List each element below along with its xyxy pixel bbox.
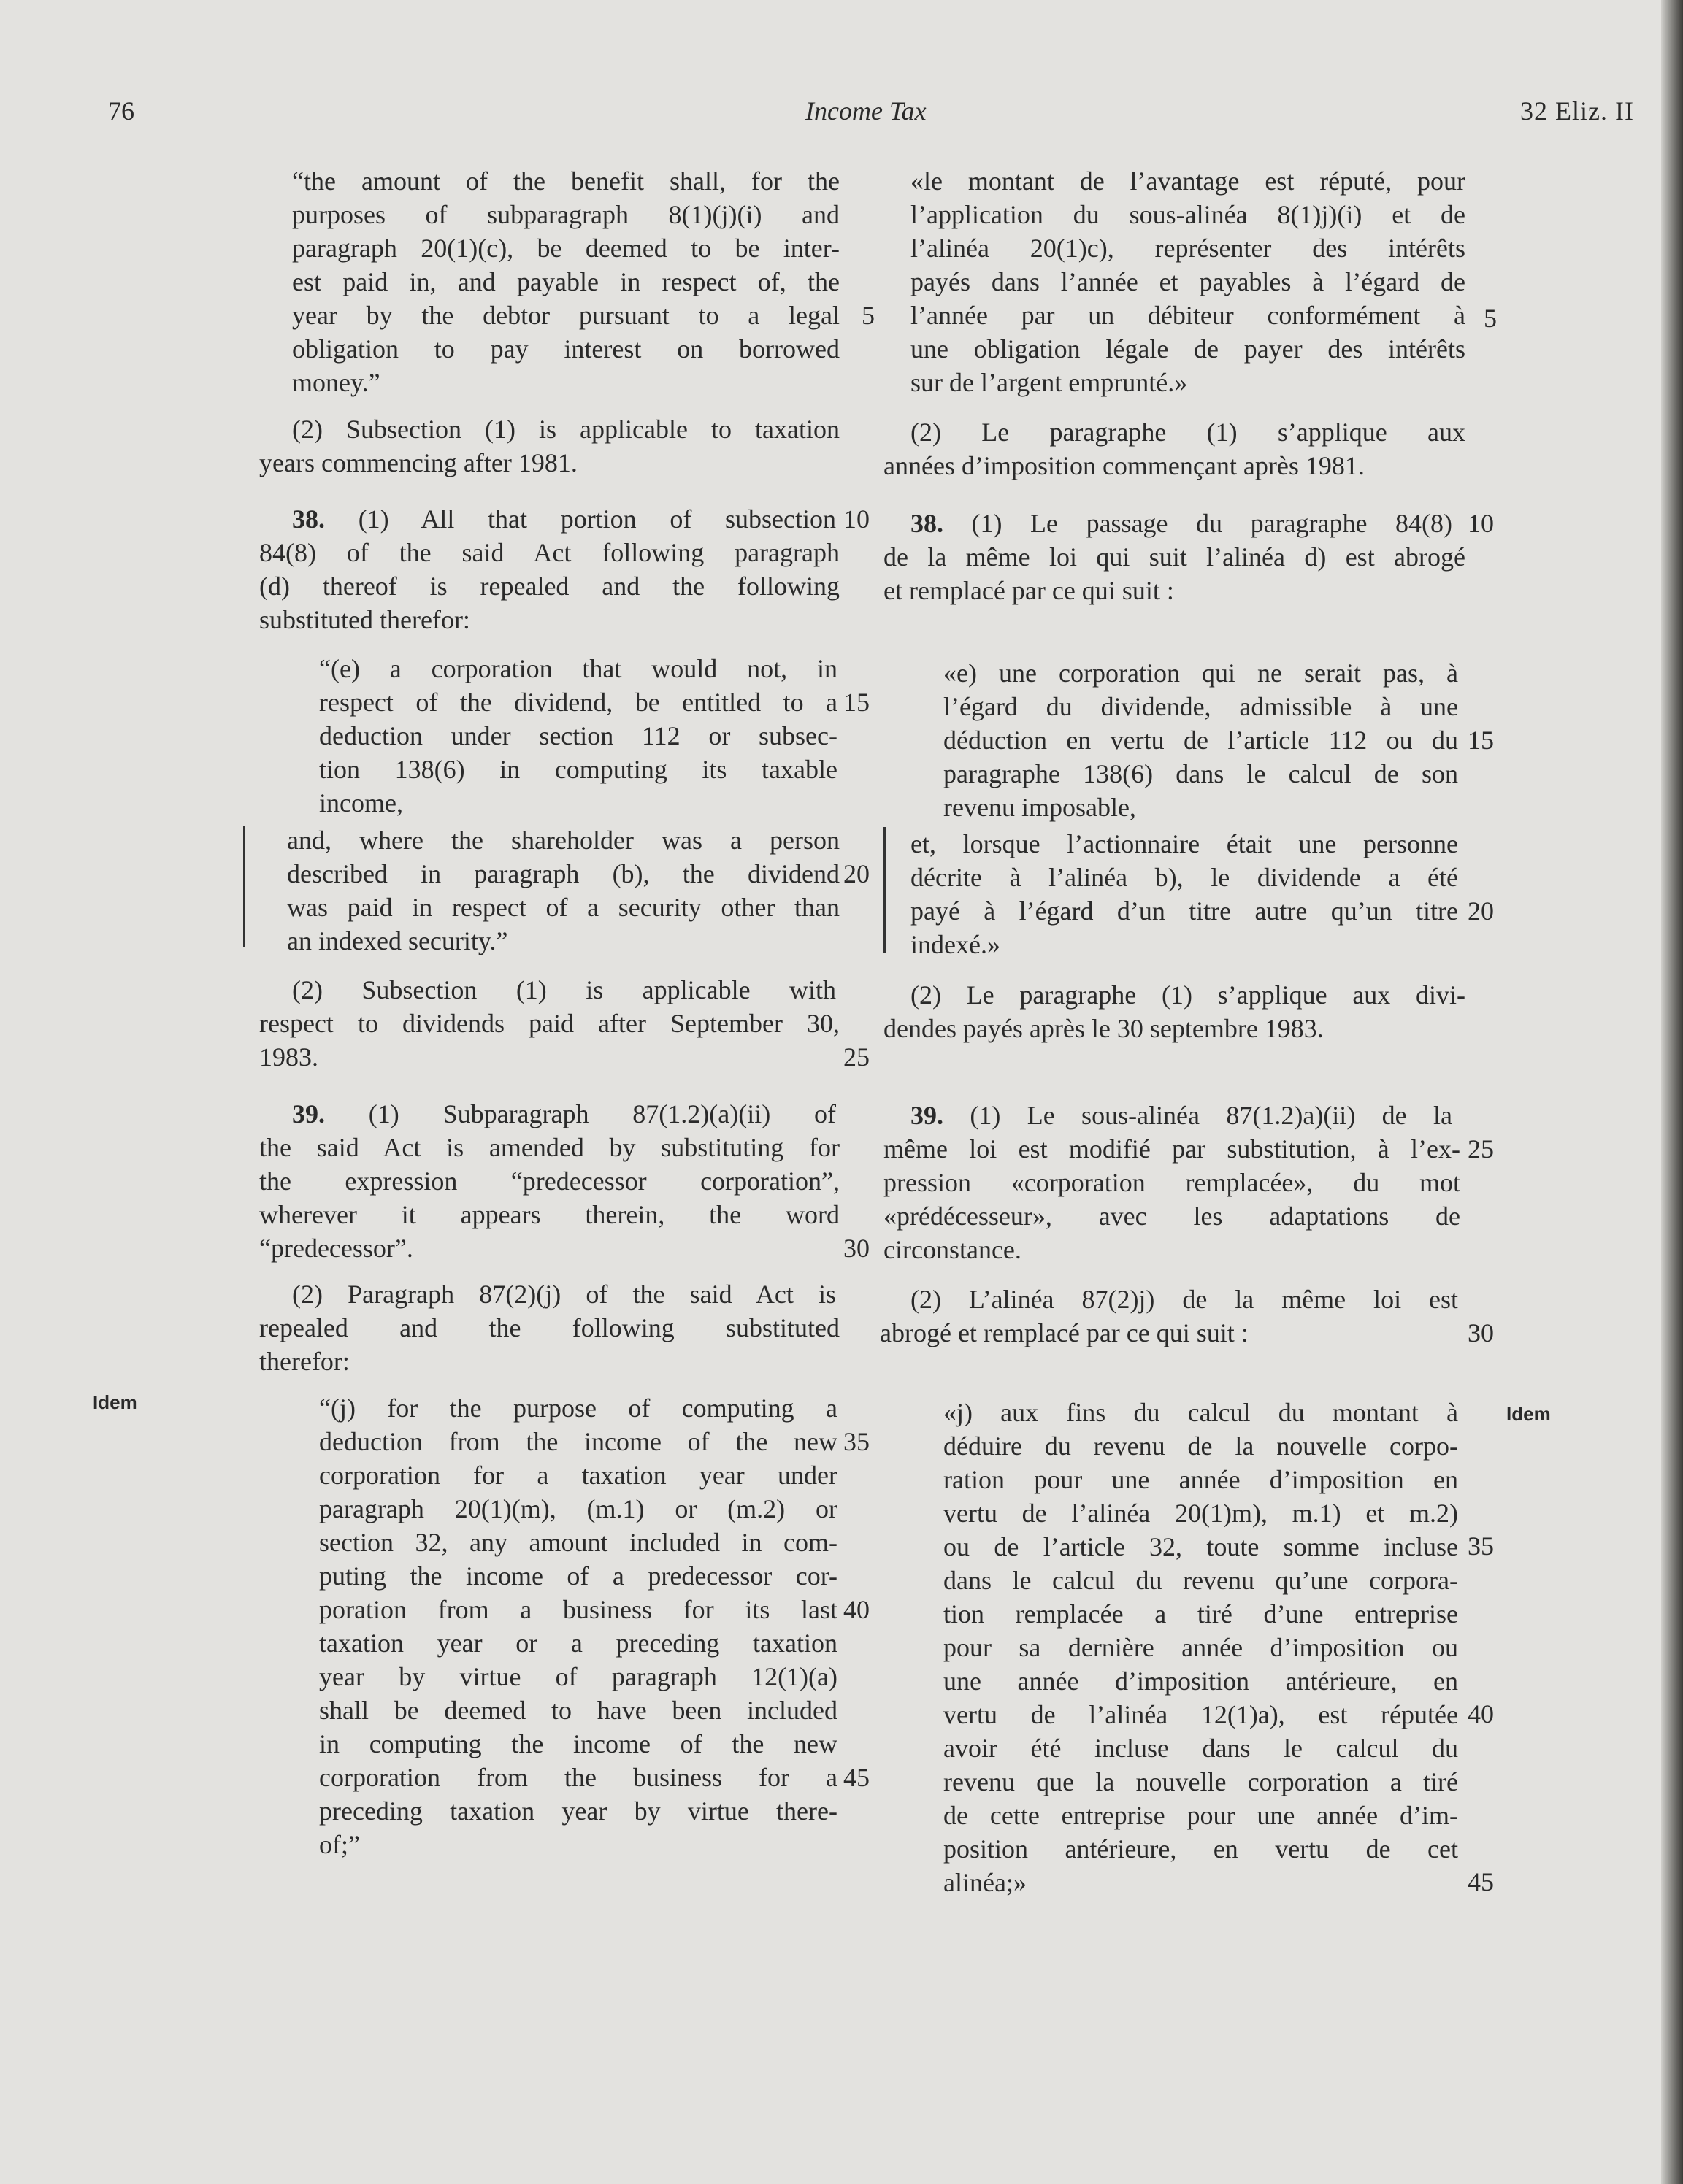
en-s39-2-cont: repealed and the following substituted therefor: (259, 1313, 840, 1376)
en-s38: 84(8) of the said Act following paragraph (d) thereof is repealed and the following substituted therefor: (259, 538, 840, 634)
volume-label: 32 Eliz. II (1520, 96, 1634, 126)
fr-s39-2: (2) L’alinéa 87(2)j) de la même loi est (910, 1285, 1458, 1314)
margin-note-left: Idem (93, 1391, 137, 1413)
en-line-number: 40 (843, 1595, 870, 1624)
en-para-2-cont: years commencing after 1981. (259, 448, 578, 477)
en-change-bar (243, 826, 245, 947)
fr-line-number: 15 (1468, 726, 1494, 755)
en-s39: the said Act is amended by substituting for the expression “predecessor corporation”, wherever it appears therein, the word “predecessor”. (259, 1133, 840, 1263)
fr-line-number: 35 (1468, 1531, 1494, 1561)
page-edge-shadow (1661, 0, 1683, 2184)
fr-line-number: 30 (1468, 1318, 1494, 1347)
fr-s39-first: 39. (1) Le sous-alinéa 87(1.2)a)(ii) de la (910, 1101, 1452, 1130)
fr-s38-2-cont: dendes payés après le 30 septembre 1983. (883, 1014, 1324, 1043)
fr-line-number: 25 (1468, 1134, 1494, 1164)
en-s38-quote: “(e) a corporation that would not, in respect of the dividend, be entitled to a deduction under section 112 or subsec- tion 138(6) in computing its taxable income, (319, 654, 837, 818)
fr-line-number: 5 (1484, 304, 1497, 333)
en-s38-number: 38. (292, 504, 325, 534)
fr-s38: de la même loi qui suit l’alinéa d) est abrogé et remplacé par ce qui suit : (883, 542, 1465, 605)
en-line-number: 10 (843, 504, 870, 534)
en-s39-2: (2) Paragraph 87(2)(j) of the said Act is (292, 1280, 836, 1309)
en-line-number: 30 (843, 1234, 870, 1263)
en-s38-first: 38. (1) All that portion of subsection (292, 504, 837, 534)
en-para-2: (2) Subsection (1) is applicable to taxation (292, 415, 840, 444)
fr-line-number: 10 (1468, 509, 1494, 538)
fr-line-number: 40 (1468, 1699, 1494, 1729)
en-line-number: 5 (862, 301, 875, 330)
fr-s38-number: 38. (910, 509, 943, 538)
fr-para-2-cont: années d’imposition commençant après 1981. (883, 451, 1365, 480)
en-line-number: 20 (843, 859, 870, 888)
fr-s39-2-cont: abrogé et remplacé par ce qui suit : (880, 1318, 1249, 1347)
en-s39-first: 39. (1) Subparagraph 87(1.2)(a)(ii) of (292, 1099, 836, 1128)
fr-p1: «le montant de l’avantage est réputé, pour l’application du sous-alinéa 8(1)j)(i) et de l’alinéa 20(1)c), représenter des intérêts payés dans l’année et payables à l’égard de l’année par un débiteur conformément à une obligation légale de payer des intérêts sur de l’argent emprunté.» (910, 166, 1465, 397)
en-s38-tail: and, where the shareholder was a person described in paragraph (b), the dividend was paid in respect of a security other than an indexed security.” (287, 826, 840, 956)
fr-s38-quote: «e) une corporation qui ne serait pas, à l’égard du dividende, admissible à une déduction en vertu de l’article 112 ou du paragraphe 138(6) dans le calcul de son revenu imposable, (943, 658, 1458, 822)
en-s38-2-cont: respect to dividends paid after September 30, 1983. (259, 1009, 840, 1072)
en-line-number: 35 (843, 1427, 870, 1456)
margin-note-right: Idem (1506, 1403, 1551, 1425)
en-s38-2: (2) Subsection (1) is applicable with (292, 975, 836, 1004)
fr-s38-2: (2) Le paragraphe (1) s’applique aux divi- (910, 980, 1465, 1010)
fr-s38-tail: et, lorsque l’actionnaire était une personne décrite à l’alinéa b), le dividende a été payé à l’égard d’un titre autre qu’un titre indexé.» (910, 829, 1458, 959)
en-line-number: 15 (843, 688, 870, 717)
running-title: Income Tax (805, 96, 927, 126)
fr-s39-quote: «j) aux fins du calcul du montant à déduire du revenu de la nouvelle corpo- ration pour une année d’imposition en vertu de l’alinéa 20(1)m), m.1) et m.2) ou de l’article 32, toute somme incluse dans le calcul du revenu qu’une corpora- tion remplacée a tiré d’une entreprise pour sa dernière année d’imposition ou une année d’imposition antérieure, en vertu de l’alinéa 12(1)a), est réputée avoir été incluse dans le calcul du revenu que la nouvelle corporation a tiré de cette entreprise pour une année d’im- position antérieure, en vertu de cet alinéa;» (943, 1398, 1458, 1897)
fr-line-number: 20 (1468, 896, 1494, 926)
fr-para-2: (2) Le paragraphe (1) s’applique aux (910, 418, 1465, 447)
fr-s38-first: 38. (1) Le passage du paragraphe 84(8) (910, 509, 1452, 538)
page-number: 76 (108, 96, 134, 126)
fr-s39-number: 39. (910, 1101, 943, 1130)
fr-line-number: 45 (1468, 1867, 1494, 1896)
en-s39-quote: “(j) for the purpose of computing a deduction from the income of the new corporation for a taxation year under paragraph 20(1)(m), (m.1) or (m.2) or section 32, any amount included in com- puting the income of a predecessor cor- poration from a business for its last taxation year or a preceding taxation year by virtue of paragraph 12(1)(a) shall be deemed to have been included in computing the income of the new corporation from the business for a preceding taxation year by virtue there- of;” (319, 1393, 837, 1859)
fr-change-bar (883, 827, 886, 953)
en-p1: “the amount of the benefit shall, for the purposes of subparagraph 8(1)(j)(i) and paragraph 20(1)(c), be deemed to be inter- est paid in, and payable in respect of, the year by the debtor pursuant to a legal obligation to pay interest on borrowed money.” (292, 166, 840, 397)
en-s39-number: 39. (292, 1099, 325, 1128)
en-line-number: 25 (843, 1042, 870, 1072)
en-line-number: 45 (843, 1763, 870, 1792)
fr-s39: même loi est modifié par substitution, à l’ex- pression «corporation remplacée», du mot «prédécesseur», avec les adaptations de circonstance. (883, 1134, 1460, 1264)
